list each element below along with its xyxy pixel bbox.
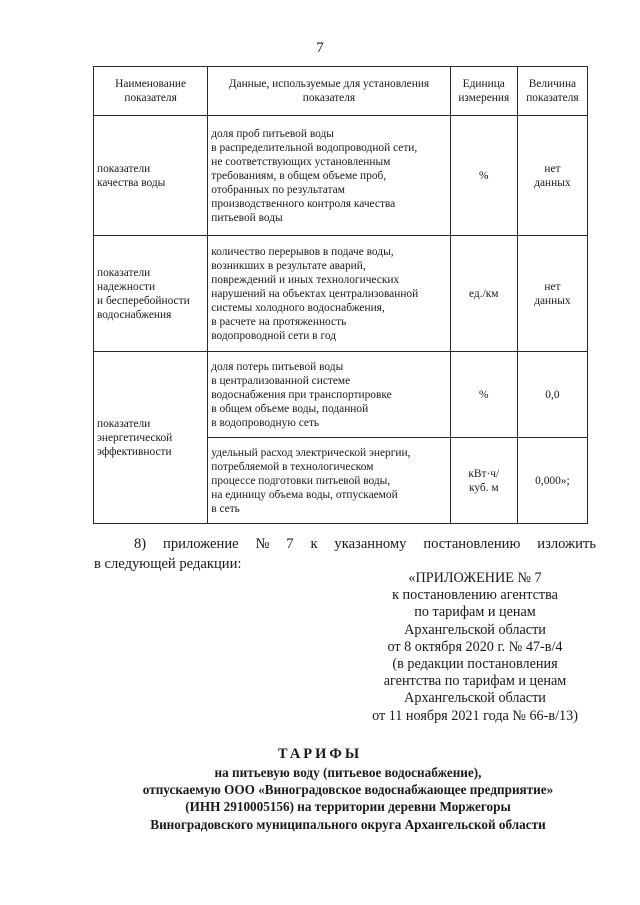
tariff-title: ТАРИФЫ — [277, 746, 363, 762]
indicator-value: 0,0 — [517, 352, 587, 438]
indicator-data: количество перерывов в подаче воды, возникших в результате аварий, повреждений и иных технологических нарушений на объектах централизованной системы холодного водоснабжения, в расчете на протяженность водопроводной сети в год — [208, 236, 450, 352]
paragraph-word: к — [310, 536, 318, 552]
header-value: Величина показателя — [517, 67, 587, 116]
indicator-group-name: показатели энергетической эффективности — [94, 352, 208, 524]
indicator-group-name: показатели качества воды — [94, 116, 208, 236]
tariff-subtitle: на питьевую воду (питьевое водоснабжение), отпускаемую ООО «Виноградовское водоснабжающее предприятие» (ИНН 2910005156) на территории деревни Моржегоры Виноградовского муниципального округа Архангельской области — [142, 765, 554, 832]
indicator-unit: ед./км — [450, 236, 517, 352]
header-source-data: Данные, используемые для установления показателя — [208, 67, 450, 116]
paragraph-word: постановлению — [423, 536, 521, 552]
page-number: 7 — [316, 40, 324, 56]
indicator-data: удельный расход электрической энергии, потребляемой в технологическом процессе подготовки питьевой воды, на единицу объема воды, отпускаемой в сеть — [208, 438, 450, 524]
paragraph-word: приложение — [163, 536, 239, 552]
paragraph-line-1 — [94, 534, 596, 554]
indicator-unit: кВт·ч/ куб. м — [450, 438, 517, 524]
paragraph-line-2: в следующей редакции: — [94, 556, 242, 572]
appendix-header: «ПРИЛОЖЕНИЕ № 7 к постановлению агентства по тарифам и ценам Архангельской области от 8 октября 2020 г. № 47-в/4 (в редакции постановления агентства по тарифам и ценам Архангельской области от 11 ноября 2021 года № 66-в/13) — [372, 570, 578, 724]
indicator-data: доля проб питьевой воды в распределительной водопроводной сети, не соответствующих установленным требованиям, в общем объеме проб, отобранных по результатам производственного контроля качества питьевой воды — [208, 116, 450, 236]
table-row — [94, 352, 588, 438]
table-row — [94, 116, 588, 236]
paragraph-word: 7 — [286, 536, 294, 552]
paragraph-word: 8) — [134, 536, 147, 552]
indicator-unit: % — [450, 116, 517, 236]
table-header-row — [94, 67, 588, 116]
header-indicator-name: Наименование показателя — [94, 67, 208, 116]
indicator-unit: % — [450, 352, 517, 438]
header-unit: Единица измерения — [450, 67, 517, 116]
paragraph-word: № — [255, 536, 270, 552]
indicator-value: нет данных — [517, 236, 587, 352]
amendment-paragraph — [94, 534, 596, 574]
paragraph-word: указанному — [334, 536, 407, 552]
indicator-group-name: показатели надежности и бесперебойности водоснабжения — [94, 236, 208, 352]
paragraph-word: изложить — [537, 536, 596, 552]
indicators-table — [93, 66, 588, 524]
table-row — [94, 236, 588, 352]
indicator-data: доля потерь питьевой воды в централизованной системе водоснабжения при транспортировке в общем объеме воды, поданной в водопроводную сеть — [208, 352, 450, 438]
indicator-value: 0,000»; — [517, 438, 587, 524]
indicator-value: нет данных — [517, 116, 587, 236]
